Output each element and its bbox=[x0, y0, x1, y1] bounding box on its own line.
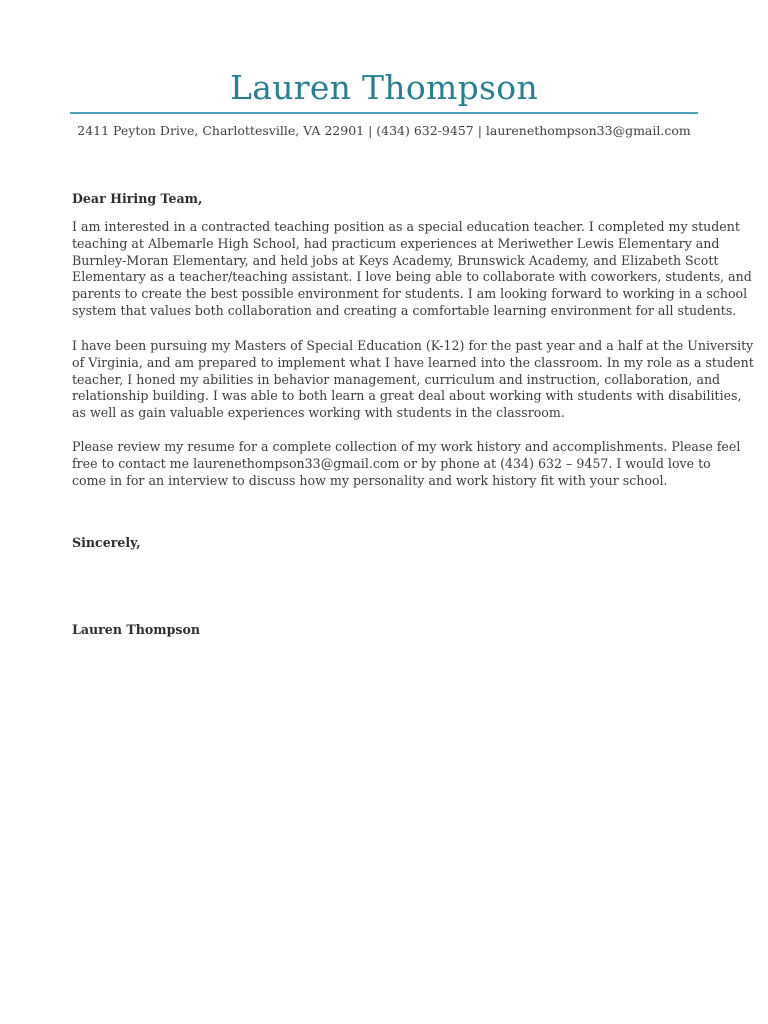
contact-line: 2411 Peyton Drive, Charlottesville, VA 22901 | (434) 632-9457 | laurenethompson33@gmail.com bbox=[77, 123, 691, 138]
paragraph-2-line: relationship building. I was able to both learn a great deal about working with students with disabilities, bbox=[72, 388, 742, 404]
paragraph-1-line: I am interested in a contracted teaching position as a special education teacher. I completed my student bbox=[72, 219, 740, 234]
paragraph-2-line: of Virginia, and am prepared to implement what I have learned into the classroom. In my role as a student bbox=[72, 354, 754, 370]
paragraph-2 bbox=[72, 338, 754, 422]
paragraph-1-line: Elementary as a teacher/teaching assistant. I love being able to collaborate with coworkers, students, and bbox=[72, 269, 752, 285]
paragraph-1 bbox=[72, 219, 752, 320]
paragraph-2-line: I have been pursuing my Masters of Special Education (K-12) for the past year and a half at the University bbox=[72, 338, 754, 353]
salutation: Dear Hiring Team, bbox=[72, 191, 203, 206]
paragraph-2-line: as well as gain valuable experiences working with students in the classroom. bbox=[72, 405, 565, 421]
paragraph-1-line: Burnley-Moran Elementary, and held jobs at Keys Academy, Brunswick Academy, and Elizabeth Scott bbox=[72, 252, 719, 268]
paragraph-1-line: teaching at Albemarle High School, had practicum experiences at Meriwether Lewis Elementary and bbox=[72, 235, 720, 251]
signature-name: Lauren Thompson bbox=[72, 622, 201, 637]
paragraph-2-line: teacher, I honed my abilities in behavior management, curriculum and instruction, collaboration, and bbox=[72, 371, 721, 387]
paragraph-3-line: Please review my resume for a complete collection of my work history and accomplishments. Please feel bbox=[72, 439, 741, 454]
closing: Sincerely, bbox=[72, 535, 141, 550]
paragraph-3-line: free to contact me laurenethompson33@gmail.com or by phone at (434) 632 – 9457. I would love to bbox=[72, 455, 711, 471]
applicant-name-heading: Lauren Thompson bbox=[230, 68, 538, 107]
paragraph-1-line: system that values both collaboration and creating a comfortable learning environment for all students. bbox=[72, 302, 737, 318]
paragraph-3 bbox=[72, 439, 741, 489]
paragraph-1-line: parents to create the best possible environment for students. I am looking forward to working in a school bbox=[72, 286, 748, 302]
header-divider bbox=[70, 112, 698, 114]
paragraph-3-line: come in for an interview to discuss how my personality and work history fit with your school. bbox=[72, 472, 668, 488]
